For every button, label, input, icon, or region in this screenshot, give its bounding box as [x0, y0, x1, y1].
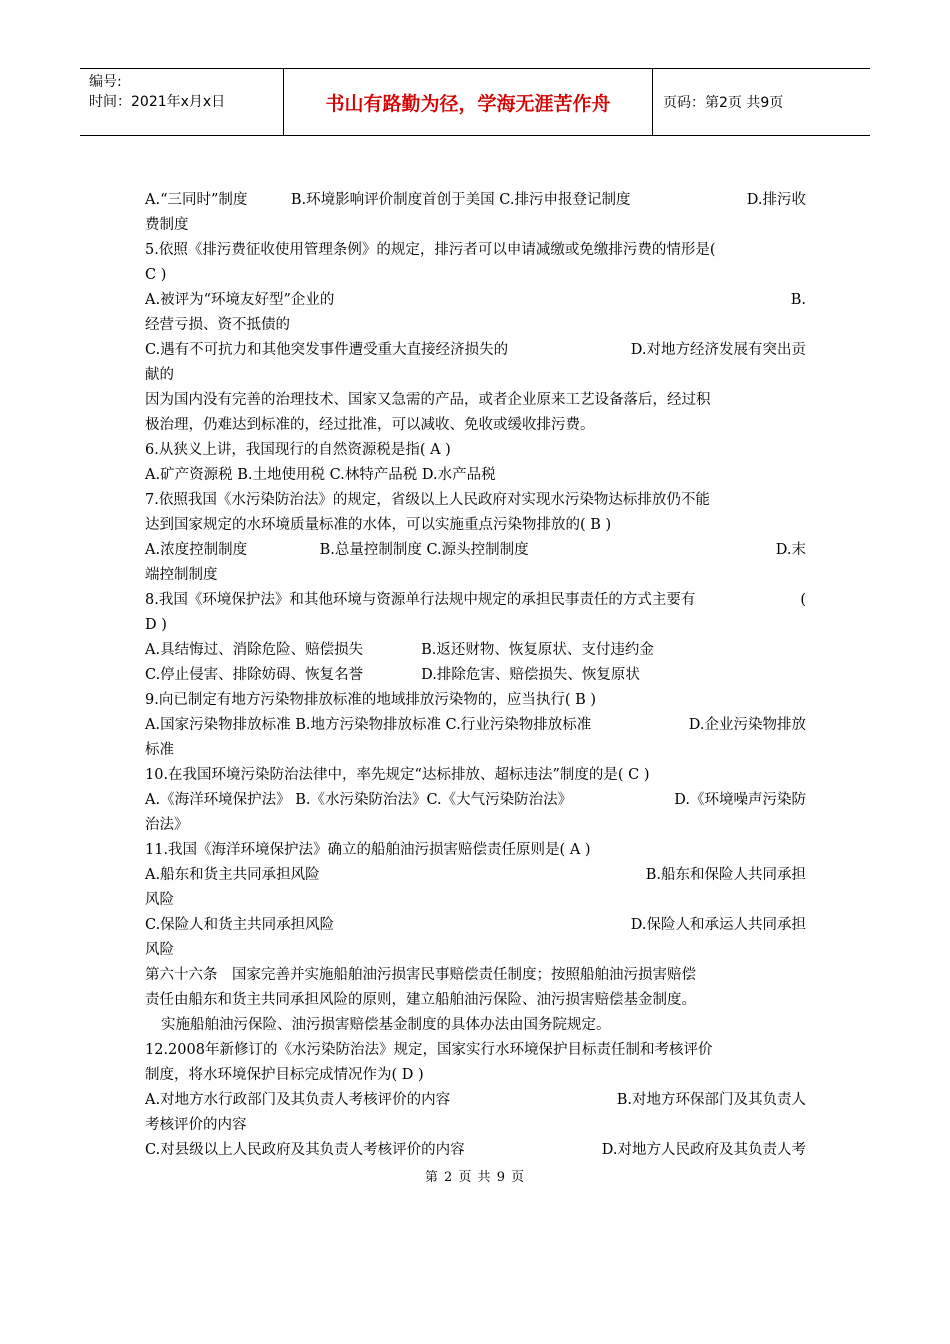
text-line-left: A.浓度控制制度 B.总量控制制度 C.源头控制制度 [145, 542, 529, 558]
header-motto-cell [283, 69, 653, 135]
text-line-left: 8.我国《环境保护法》和其他环境与资源单行法规中规定的承担民事责任的方式主要有 [145, 592, 696, 608]
text-line-right: D.保险人和承运人共同承担 [630, 917, 806, 933]
header-left-cell [80, 69, 283, 135]
text-line-left: A.国家污染物排放标准 B.地方污染物排放标准 C.行业污染物排放标准 [145, 717, 592, 733]
text-line: 制度，将水环境保护目标完成情况作为( D ) [145, 1067, 424, 1083]
text-line: 9.向已制定有地方污染物排放标准的地域排放污染物的，应当执行( B ) [145, 692, 597, 708]
text-line: 12.2008年新修订的《水污染防治法》规定，国家实行水环境保护目标责任制和考核评价 [145, 1042, 713, 1058]
text-line [145, 288, 806, 313]
text-line [145, 788, 806, 813]
text-line-left: A.对地方水行政部门及其负责人考核评价的内容 [145, 1092, 451, 1108]
text-line [145, 588, 806, 613]
text-line [145, 713, 806, 738]
text-line-left: C.对县级以上人民政府及其负责人考核评价的内容 [145, 1142, 465, 1158]
text-line-left: C.遇有不可抗力和其他突发事件遭受重大直接经济损失的 [145, 342, 509, 358]
text-line: 极治理，仍难达到标准的，经过批准，可以减收、免收或缓收排污费。 [145, 417, 595, 433]
motto-text: 书山有路勤为径，学海无涯苦作舟 [325, 92, 611, 115]
text-line-right: B. [790, 292, 806, 308]
text-line: 实施船舶油污保险、油污损害赔偿基金制度的具体办法由国务院规定。 [161, 1017, 611, 1033]
text-line: 风险 [145, 892, 174, 908]
text-line: C ) [145, 267, 167, 283]
text-line: 11.我国《海洋环境保护法》确立的船舶油污损害赔偿责任原则是( A ) [145, 842, 591, 858]
text-line [145, 188, 806, 213]
text-line [145, 913, 806, 938]
text-line: 献的 [145, 367, 174, 383]
text-line: 7.依照我国《水污染防治法》的规定，省级以上人民政府对实现水污染物达标排放仍不能 [145, 492, 710, 508]
text-line: 达到国家规定的水环境质量标准的水体，可以实施重点污染物排放的( B ) [145, 517, 612, 533]
text-line: 5.依照《排污费征收使用管理条例》的规定，排污者可以申请减缴或免缴排污费的情形是( [145, 242, 716, 258]
text-line: 标准 [145, 742, 174, 758]
text-line: A.具结悔过、消除危险、赔偿损失 B.返还财物、恢复原状、支付违约金 [145, 642, 654, 658]
header-page-cell [653, 69, 870, 135]
text-line-right: D.末 [775, 542, 806, 558]
text-line: 第六十六条 国家完善并实施船舶油污损害民事赔偿责任制度；按照船舶油污损害赔偿 [145, 967, 696, 983]
text-line: 治法》 [145, 817, 189, 833]
text-line [145, 863, 806, 888]
text-line-left: A.船东和货主共同承担风险 [145, 867, 320, 883]
text-line [145, 538, 806, 563]
text-line: C.停止侵害、排除妨碍、恢复名誉 D.排除危害、赔偿损失、恢复原状 [145, 667, 640, 683]
text-line-right: B.船东和保险人共同承担 [645, 867, 806, 883]
text-line: A.矿产资源税 B.土地使用税 C.林特产品税 D.水产品税 [145, 467, 496, 483]
text-line-right: D.排污收 [746, 192, 806, 208]
text-line-left: A.被评为“环境友好型”企业的 [145, 292, 335, 308]
page-header [80, 68, 870, 136]
document-number-label: 编号: [89, 74, 122, 90]
text-line-right: ( [800, 592, 806, 608]
text-line-right: D.《环境噪声污染防 [674, 792, 806, 808]
text-line-right: D.对地方人民政府及其负责人考 [601, 1142, 806, 1158]
text-line-left: A.“三同时”制度 B.环境影响评价制度首创于美国 C.排污申报登记制度 [145, 192, 631, 208]
text-line: 经营亏损、资不抵债的 [145, 317, 290, 333]
page-info: 页码：第2页 共9页 [663, 95, 784, 111]
text-line: 风险 [145, 942, 174, 958]
text-line: 考核评价的内容 [145, 1117, 247, 1133]
text-line [145, 1088, 806, 1113]
text-line-left: C.保险人和货主共同承担风险 [145, 917, 335, 933]
text-line-right: D.对地方经济发展有突出贡 [630, 342, 806, 358]
text-line: 10.在我国环境污染防治法律中，率先规定“达标排放、超标违法”制度的是( C ) [145, 767, 650, 783]
text-line [145, 338, 806, 363]
document-body [145, 188, 806, 1163]
text-line-right: D.企业污染物排放 [688, 717, 806, 733]
text-line: 因为国内没有完善的治理技术、国家又急需的产品，或者企业原来工艺设备落后，经过积 [145, 392, 711, 408]
text-line [145, 1138, 806, 1163]
text-line-left: A.《海洋环境保护法》 B.《水污染防治法》C.《大气污染防治法》 [145, 792, 573, 808]
text-line: 责任由船东和货主共同承担风险的原则，建立船舶油污保险、油污损害赔偿基金制度。 [145, 992, 696, 1008]
text-line: 端控制制度 [145, 567, 218, 583]
page-footer: 第 2 页 共 9 页 [424, 1170, 526, 1185]
text-line: D ) [145, 617, 167, 633]
text-line-right: B.对地方环保部门及其负责人 [616, 1092, 806, 1108]
text-line: 6.从狭义上讲，我国现行的自然资源税是指( A ) [145, 442, 451, 458]
date-label: 时间：2021年x月x日 [89, 94, 226, 110]
text-line: 费制度 [145, 217, 189, 233]
